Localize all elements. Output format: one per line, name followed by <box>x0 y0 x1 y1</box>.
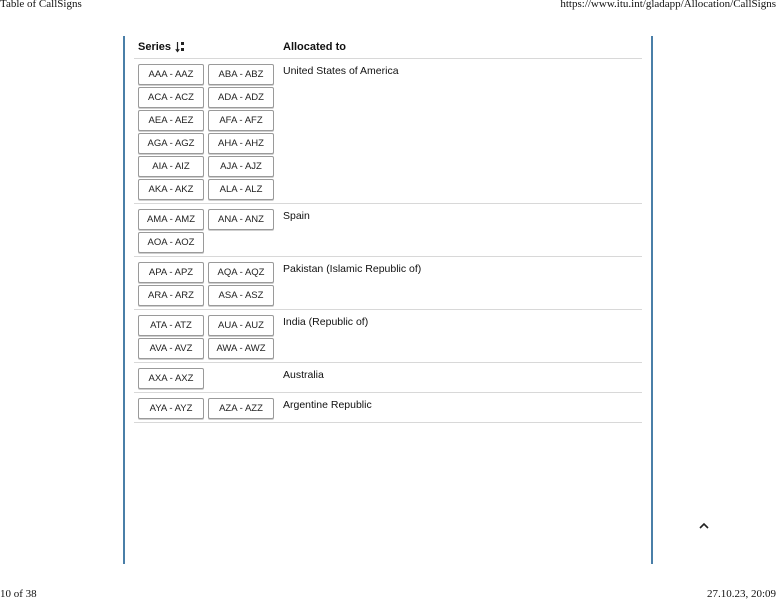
country-cell: Pakistan (Islamic Republic of) <box>283 263 422 275</box>
series-cell <box>134 398 283 419</box>
country-cell: United States of America <box>283 65 399 77</box>
chevron-up-icon[interactable] <box>698 520 710 532</box>
print-footer-page: 10 of 38 <box>0 588 37 600</box>
callsign-table <box>134 36 642 423</box>
content-border-right <box>651 36 653 564</box>
series-chip[interactable]: AGA - AGZ <box>138 133 204 154</box>
table-row <box>134 363 642 393</box>
allocated-column-header: Allocated to <box>283 41 346 53</box>
table-header <box>134 36 642 59</box>
series-chip[interactable]: ALA - ALZ <box>208 179 274 200</box>
table-row <box>134 204 642 257</box>
series-chip[interactable]: AFA - AFZ <box>208 110 274 131</box>
table-row <box>134 393 642 423</box>
series-chip[interactable]: AOA - AOZ <box>138 232 204 253</box>
series-chip[interactable]: AYA - AYZ <box>138 398 204 419</box>
country-cell: Australia <box>283 369 324 381</box>
table-row <box>134 257 642 310</box>
content-border-left <box>123 36 125 564</box>
series-chip[interactable]: ATA - ATZ <box>138 315 204 336</box>
table-row <box>134 310 642 363</box>
country-cell: India (Republic of) <box>283 316 369 328</box>
print-footer-datetime: 27.10.23, 20:09 <box>706 588 776 600</box>
series-chip[interactable]: ADA - ADZ <box>208 87 274 108</box>
series-chip[interactable]: AUA - AUZ <box>208 315 274 336</box>
series-cell <box>134 262 283 306</box>
series-cell <box>134 64 283 200</box>
table-row <box>134 59 642 204</box>
country-cell: Argentine Republic <box>283 399 372 411</box>
series-chip[interactable]: ASA - ASZ <box>208 285 274 306</box>
series-chip[interactable]: AVA - AVZ <box>138 338 204 359</box>
country-cell: Spain <box>283 210 310 222</box>
series-chip[interactable]: ANA - ANZ <box>208 209 274 230</box>
sort-alpha-down-icon[interactable] <box>175 41 185 53</box>
series-chip[interactable]: AMA - AMZ <box>138 209 204 230</box>
series-chip[interactable]: ARA - ARZ <box>138 285 204 306</box>
series-chip[interactable]: AIA - AIZ <box>138 156 204 177</box>
series-cell <box>134 209 283 253</box>
series-cell <box>134 315 283 359</box>
series-chip[interactable]: AJA - AJZ <box>208 156 274 177</box>
print-header-title: Table of CallSigns <box>0 0 82 10</box>
series-chip[interactable]: AQA - AQZ <box>208 262 274 283</box>
table-body <box>134 59 642 423</box>
series-chip[interactable]: AXA - AXZ <box>138 368 204 389</box>
series-chip[interactable]: AAA - AAZ <box>138 64 204 85</box>
series-chip[interactable]: AKA - AKZ <box>138 179 204 200</box>
series-chip[interactable]: APA - APZ <box>138 262 204 283</box>
series-header-label: Series <box>138 41 172 53</box>
series-column-header[interactable] <box>134 41 283 53</box>
series-chip[interactable]: ABA - ABZ <box>208 64 274 85</box>
print-header-url: https://www.itu.int/gladapp/Allocation/CallSigns <box>560 0 776 10</box>
series-chip[interactable]: AEA - AEZ <box>138 110 204 131</box>
series-chip[interactable]: AZA - AZZ <box>208 398 274 419</box>
series-chip[interactable]: AHA - AHZ <box>208 133 274 154</box>
series-chip[interactable]: AWA - AWZ <box>208 338 274 359</box>
series-chip[interactable]: ACA - ACZ <box>138 87 204 108</box>
series-cell <box>134 368 283 389</box>
